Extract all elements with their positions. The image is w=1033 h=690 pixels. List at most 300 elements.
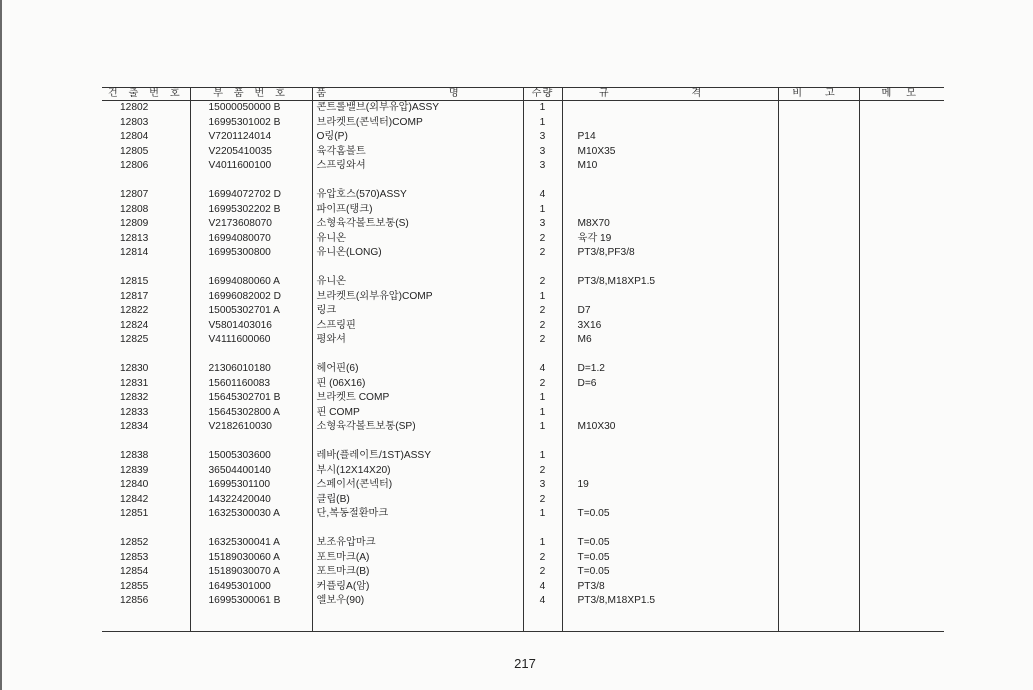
remark-cell bbox=[778, 478, 859, 493]
empty-cell bbox=[778, 174, 859, 189]
spec-cell bbox=[562, 406, 778, 421]
empty-cell bbox=[523, 522, 562, 537]
table-row bbox=[102, 536, 944, 551]
spec-cell: D7 bbox=[562, 304, 778, 319]
table-row bbox=[102, 478, 944, 493]
part-no-cell: 16995300800 bbox=[190, 246, 312, 261]
table-row bbox=[102, 188, 944, 203]
spacer-row bbox=[102, 609, 944, 632]
table-row bbox=[102, 580, 944, 595]
empty-cell bbox=[190, 609, 312, 632]
empty-cell bbox=[778, 435, 859, 450]
empty-cell bbox=[102, 435, 190, 450]
empty-cell bbox=[190, 261, 312, 276]
table-row bbox=[102, 232, 944, 247]
spec-cell: PT3/8 bbox=[562, 580, 778, 595]
memo-cell bbox=[859, 493, 944, 508]
qty-cell: 3 bbox=[523, 217, 562, 232]
spec-cell: PT3/8,PF3/8 bbox=[562, 246, 778, 261]
spec-cell bbox=[562, 101, 778, 116]
part-no-cell: V5801403016 bbox=[190, 319, 312, 334]
part-no-cell: V4011600100 bbox=[190, 159, 312, 174]
part-name-cell: 클립(B) bbox=[312, 493, 523, 508]
spacer-row bbox=[102, 348, 944, 363]
remark-cell bbox=[778, 290, 859, 305]
table-row bbox=[102, 159, 944, 174]
table-row bbox=[102, 362, 944, 377]
page-edge bbox=[0, 0, 2, 690]
spec-cell bbox=[562, 391, 778, 406]
spec-cell bbox=[562, 188, 778, 203]
memo-cell bbox=[859, 304, 944, 319]
empty-cell bbox=[190, 348, 312, 363]
part-no-cell: 15005302701 A bbox=[190, 304, 312, 319]
part-name-cell: 보조유압마크 bbox=[312, 536, 523, 551]
empty-cell bbox=[859, 609, 944, 632]
part-name-cell: 브라켓트 COMP bbox=[312, 391, 523, 406]
remark-cell bbox=[778, 333, 859, 348]
remark-cell bbox=[778, 391, 859, 406]
memo-cell bbox=[859, 101, 944, 116]
remark-cell bbox=[778, 536, 859, 551]
memo-cell bbox=[859, 536, 944, 551]
part-name-cell: 브라켓트(외부유압)COMP bbox=[312, 290, 523, 305]
part-name-cell: 포트마크(B) bbox=[312, 565, 523, 580]
qty-cell: 3 bbox=[523, 478, 562, 493]
header-ref-no: 건 출 번 호 bbox=[102, 88, 190, 101]
remark-cell bbox=[778, 130, 859, 145]
empty-cell bbox=[523, 348, 562, 363]
empty-cell bbox=[523, 261, 562, 276]
table-row bbox=[102, 333, 944, 348]
part-no-cell: 16995302202 B bbox=[190, 203, 312, 218]
spec-cell: D=1.2 bbox=[562, 362, 778, 377]
empty-cell bbox=[562, 261, 778, 276]
part-name-cell: 스프링와셔 bbox=[312, 159, 523, 174]
part-name-cell: 포트마크(A) bbox=[312, 551, 523, 566]
part-name-cell: 평와셔 bbox=[312, 333, 523, 348]
memo-cell bbox=[859, 275, 944, 290]
header-qty: 수량 bbox=[523, 88, 562, 101]
ref-no-cell: 12804 bbox=[120, 131, 149, 143]
part-name-cell: 링크 bbox=[312, 304, 523, 319]
qty-cell: 2 bbox=[523, 246, 562, 261]
empty-cell bbox=[190, 522, 312, 537]
ref-no-cell: 12853 bbox=[120, 551, 149, 563]
spec-cell: T=0.05 bbox=[562, 507, 778, 522]
part-no-cell: 16995301002 B bbox=[190, 116, 312, 131]
part-name-cell: 소형육각볼트보통(SP) bbox=[312, 420, 523, 435]
qty-cell: 2 bbox=[523, 565, 562, 580]
part-no-cell: 15189030070 A bbox=[190, 565, 312, 580]
part-name-cell: 헤어핀(6) bbox=[312, 362, 523, 377]
qty-cell: 2 bbox=[523, 551, 562, 566]
memo-cell bbox=[859, 116, 944, 131]
part-no-cell: 15601160083 bbox=[190, 377, 312, 392]
empty-cell bbox=[102, 348, 190, 363]
table-row bbox=[102, 130, 944, 145]
empty-cell bbox=[778, 261, 859, 276]
empty-cell bbox=[102, 174, 190, 189]
empty-cell bbox=[562, 522, 778, 537]
remark-cell bbox=[778, 217, 859, 232]
memo-cell bbox=[859, 507, 944, 522]
empty-cell bbox=[859, 348, 944, 363]
part-no-cell: 16994080060 A bbox=[190, 275, 312, 290]
qty-cell: 3 bbox=[523, 159, 562, 174]
part-no-cell: V7201124014 bbox=[190, 130, 312, 145]
ref-no-cell: 12817 bbox=[120, 290, 149, 302]
table-row bbox=[102, 565, 944, 580]
spec-cell: M8X70 bbox=[562, 217, 778, 232]
part-no-cell: 21306010180 bbox=[190, 362, 312, 377]
memo-cell bbox=[859, 333, 944, 348]
part-name-cell: 육각홈볼트 bbox=[312, 145, 523, 160]
ref-no-cell: 12831 bbox=[120, 377, 149, 389]
part-no-cell: 15645302701 B bbox=[190, 391, 312, 406]
table-row bbox=[102, 377, 944, 392]
part-name-cell: 핀 (06X16) bbox=[312, 377, 523, 392]
empty-cell bbox=[523, 609, 562, 632]
part-no-cell: V2182610030 bbox=[190, 420, 312, 435]
part-no-cell: 15005303600 bbox=[190, 449, 312, 464]
qty-cell: 4 bbox=[523, 594, 562, 609]
memo-cell bbox=[859, 464, 944, 479]
empty-cell bbox=[562, 348, 778, 363]
memo-cell bbox=[859, 551, 944, 566]
memo-cell bbox=[859, 377, 944, 392]
qty-cell: 1 bbox=[523, 420, 562, 435]
header-spec: 규 격 bbox=[562, 88, 778, 101]
table-row bbox=[102, 449, 944, 464]
part-no-cell: V4111600060 bbox=[190, 333, 312, 348]
table-row bbox=[102, 594, 944, 609]
empty-cell bbox=[190, 174, 312, 189]
ref-no-cell: 12855 bbox=[120, 580, 149, 592]
empty-cell bbox=[312, 609, 523, 632]
spacer-row bbox=[102, 435, 944, 450]
empty-cell bbox=[562, 435, 778, 450]
header-memo: 메 모 bbox=[859, 88, 944, 101]
ref-no-cell: 12808 bbox=[120, 203, 149, 215]
ref-no-cell: 12809 bbox=[120, 218, 149, 230]
part-name-cell: 유니온 bbox=[312, 275, 523, 290]
memo-cell bbox=[859, 188, 944, 203]
qty-cell: 1 bbox=[523, 391, 562, 406]
ref-no-cell: 12802 bbox=[120, 102, 149, 114]
remark-cell bbox=[778, 159, 859, 174]
spec-cell: T=0.05 bbox=[562, 536, 778, 551]
table-row bbox=[102, 275, 944, 290]
remark-cell bbox=[778, 594, 859, 609]
ref-no-cell: 12822 bbox=[120, 305, 149, 317]
parts-table bbox=[102, 87, 944, 632]
table-row bbox=[102, 319, 944, 334]
remark-cell bbox=[778, 304, 859, 319]
qty-cell: 4 bbox=[523, 580, 562, 595]
part-no-cell: 16325300030 A bbox=[190, 507, 312, 522]
qty-cell: 4 bbox=[523, 188, 562, 203]
memo-cell bbox=[859, 391, 944, 406]
remark-cell bbox=[778, 145, 859, 160]
table-header-row bbox=[102, 88, 944, 101]
memo-cell bbox=[859, 130, 944, 145]
part-name-cell: 유니온 bbox=[312, 232, 523, 247]
table-row bbox=[102, 551, 944, 566]
header-remark: 비 고 bbox=[778, 88, 859, 101]
empty-cell bbox=[102, 609, 190, 632]
part-no-cell: 16994072702 D bbox=[190, 188, 312, 203]
table-body bbox=[102, 101, 944, 632]
table-row bbox=[102, 391, 944, 406]
part-no-cell: 16995301100 bbox=[190, 478, 312, 493]
header-part-no: 부 품 번 호 bbox=[190, 88, 312, 101]
spec-cell: 19 bbox=[562, 478, 778, 493]
part-name-cell: 스페이서(콘넥터) bbox=[312, 478, 523, 493]
remark-cell bbox=[778, 246, 859, 261]
memo-cell bbox=[859, 246, 944, 261]
remark-cell bbox=[778, 449, 859, 464]
remark-cell bbox=[778, 275, 859, 290]
empty-cell bbox=[312, 435, 523, 450]
part-name-cell: O링(P) bbox=[312, 130, 523, 145]
remark-cell bbox=[778, 507, 859, 522]
part-name-cell: 레바(플레이트/1ST)ASSY bbox=[312, 449, 523, 464]
table-row bbox=[102, 101, 944, 116]
part-no-cell: 15645302800 A bbox=[190, 406, 312, 421]
empty-cell bbox=[778, 522, 859, 537]
memo-cell bbox=[859, 420, 944, 435]
empty-cell bbox=[523, 174, 562, 189]
part-no-cell: 36504400140 bbox=[190, 464, 312, 479]
part-name-cell: 엘보우(90) bbox=[312, 594, 523, 609]
ref-no-cell: 12805 bbox=[120, 145, 149, 157]
empty-cell bbox=[312, 348, 523, 363]
qty-cell: 2 bbox=[523, 333, 562, 348]
ref-no-cell: 12830 bbox=[120, 363, 149, 375]
spec-cell: M10 bbox=[562, 159, 778, 174]
qty-cell: 2 bbox=[523, 493, 562, 508]
ref-no-cell: 12814 bbox=[120, 247, 149, 259]
spec-cell bbox=[562, 449, 778, 464]
ref-no-cell: 12813 bbox=[120, 232, 149, 244]
page-number: 217 bbox=[514, 656, 536, 671]
remark-cell bbox=[778, 232, 859, 247]
ref-no-cell: 12840 bbox=[120, 479, 149, 491]
qty-cell: 2 bbox=[523, 377, 562, 392]
remark-cell bbox=[778, 565, 859, 580]
memo-cell bbox=[859, 145, 944, 160]
spec-cell: D=6 bbox=[562, 377, 778, 392]
qty-cell: 2 bbox=[523, 319, 562, 334]
part-no-cell: 15000050000 B bbox=[190, 101, 312, 116]
part-no-cell: V2173608070 bbox=[190, 217, 312, 232]
remark-cell bbox=[778, 580, 859, 595]
part-no-cell: 16495301000 bbox=[190, 580, 312, 595]
spec-cell: PT3/8,M18XP1.5 bbox=[562, 275, 778, 290]
spec-cell bbox=[562, 116, 778, 131]
qty-cell: 1 bbox=[523, 536, 562, 551]
part-no-cell: 16996082002 D bbox=[190, 290, 312, 305]
part-no-cell: 16325300041 A bbox=[190, 536, 312, 551]
spec-cell: M10X30 bbox=[562, 420, 778, 435]
table-row bbox=[102, 406, 944, 421]
empty-cell bbox=[778, 348, 859, 363]
bleed-through-text bbox=[96, 650, 103, 676]
memo-cell bbox=[859, 565, 944, 580]
qty-cell: 4 bbox=[523, 362, 562, 377]
empty-cell bbox=[859, 435, 944, 450]
memo-cell bbox=[859, 217, 944, 232]
table-row bbox=[102, 507, 944, 522]
part-no-cell: 15189030060 A bbox=[190, 551, 312, 566]
table-row bbox=[102, 217, 944, 232]
qty-cell: 1 bbox=[523, 406, 562, 421]
remark-cell bbox=[778, 319, 859, 334]
part-no-cell: 16994080070 bbox=[190, 232, 312, 247]
empty-cell bbox=[859, 522, 944, 537]
ref-no-cell: 12825 bbox=[120, 334, 149, 346]
memo-cell bbox=[859, 159, 944, 174]
memo-cell bbox=[859, 580, 944, 595]
ref-no-cell: 12842 bbox=[120, 493, 149, 505]
part-name-cell: 브라켓트(콘넥터)COMP bbox=[312, 116, 523, 131]
part-name-cell: 스프링핀 bbox=[312, 319, 523, 334]
ref-no-cell: 12806 bbox=[120, 160, 149, 172]
table-row bbox=[102, 116, 944, 131]
remark-cell bbox=[778, 188, 859, 203]
table-row bbox=[102, 493, 944, 508]
spacer-row bbox=[102, 522, 944, 537]
memo-cell bbox=[859, 594, 944, 609]
ref-no-cell: 12824 bbox=[120, 319, 149, 331]
ref-no-cell: 12803 bbox=[120, 116, 149, 128]
part-name-cell: 커플링A(암) bbox=[312, 580, 523, 595]
empty-cell bbox=[312, 522, 523, 537]
empty-cell bbox=[859, 174, 944, 189]
spec-cell bbox=[562, 290, 778, 305]
qty-cell: 1 bbox=[523, 101, 562, 116]
empty-cell bbox=[102, 261, 190, 276]
empty-cell bbox=[523, 435, 562, 450]
empty-cell bbox=[562, 174, 778, 189]
remark-cell bbox=[778, 362, 859, 377]
ref-no-cell: 12854 bbox=[120, 566, 149, 578]
part-name-cell: 단,복동절환마크 bbox=[312, 507, 523, 522]
empty-cell bbox=[312, 174, 523, 189]
qty-cell: 2 bbox=[523, 232, 562, 247]
table-row bbox=[102, 464, 944, 479]
qty-cell: 3 bbox=[523, 145, 562, 160]
ref-no-cell: 12838 bbox=[120, 450, 149, 462]
spec-cell: PT3/8,M18XP1.5 bbox=[562, 594, 778, 609]
spacer-row bbox=[102, 261, 944, 276]
spec-cell: M6 bbox=[562, 333, 778, 348]
spec-cell bbox=[562, 493, 778, 508]
empty-cell bbox=[190, 435, 312, 450]
ref-no-cell: 12807 bbox=[120, 189, 149, 201]
ref-no-cell: 12852 bbox=[120, 537, 149, 549]
header-name: 품 명 bbox=[312, 88, 523, 101]
remark-cell bbox=[778, 203, 859, 218]
ref-no-cell: 12834 bbox=[120, 421, 149, 433]
table-row bbox=[102, 203, 944, 218]
spec-cell: T=0.05 bbox=[562, 551, 778, 566]
part-name-cell: 핀 COMP bbox=[312, 406, 523, 421]
ref-no-cell: 12832 bbox=[120, 392, 149, 404]
remark-cell bbox=[778, 493, 859, 508]
spacer-row bbox=[102, 174, 944, 189]
remark-cell bbox=[778, 377, 859, 392]
empty-cell bbox=[778, 609, 859, 632]
remark-cell bbox=[778, 464, 859, 479]
qty-cell: 2 bbox=[523, 464, 562, 479]
qty-cell: 1 bbox=[523, 290, 562, 305]
spec-cell: 육각 19 bbox=[562, 232, 778, 247]
memo-cell bbox=[859, 232, 944, 247]
spec-cell: P14 bbox=[562, 130, 778, 145]
empty-cell bbox=[859, 261, 944, 276]
memo-cell bbox=[859, 406, 944, 421]
empty-cell bbox=[102, 522, 190, 537]
spec-cell bbox=[562, 464, 778, 479]
qty-cell: 2 bbox=[523, 304, 562, 319]
ref-no-cell: 12856 bbox=[120, 595, 149, 607]
memo-cell bbox=[859, 203, 944, 218]
part-name-cell: 유니온(LONG) bbox=[312, 246, 523, 261]
ref-no-cell: 12815 bbox=[120, 276, 149, 288]
part-name-cell: 파이프(탱크) bbox=[312, 203, 523, 218]
memo-cell bbox=[859, 478, 944, 493]
memo-cell bbox=[859, 449, 944, 464]
table-row bbox=[102, 304, 944, 319]
part-name-cell: 소형육각볼트보통(S) bbox=[312, 217, 523, 232]
part-no-cell: V2205410035 bbox=[190, 145, 312, 160]
ref-no-cell: 12839 bbox=[120, 464, 149, 476]
empty-cell bbox=[562, 609, 778, 632]
qty-cell: 3 bbox=[523, 130, 562, 145]
table-row bbox=[102, 290, 944, 305]
part-name-cell: 콘트롤밸브(외부유압)ASSY bbox=[312, 101, 523, 116]
part-no-cell: 16995300061 B bbox=[190, 594, 312, 609]
qty-cell: 2 bbox=[523, 275, 562, 290]
spec-cell: M10X35 bbox=[562, 145, 778, 160]
remark-cell bbox=[778, 420, 859, 435]
remark-cell bbox=[778, 116, 859, 131]
part-no-cell: 14322420040 bbox=[190, 493, 312, 508]
part-name-cell: 부시(12X14X20) bbox=[312, 464, 523, 479]
qty-cell: 1 bbox=[523, 449, 562, 464]
table-row bbox=[102, 145, 944, 160]
qty-cell: 1 bbox=[523, 507, 562, 522]
remark-cell bbox=[778, 101, 859, 116]
memo-cell bbox=[859, 362, 944, 377]
remark-cell bbox=[778, 406, 859, 421]
spec-cell: T=0.05 bbox=[562, 565, 778, 580]
empty-cell bbox=[312, 261, 523, 276]
remark-cell bbox=[778, 551, 859, 566]
memo-cell bbox=[859, 290, 944, 305]
qty-cell: 1 bbox=[523, 116, 562, 131]
memo-cell bbox=[859, 319, 944, 334]
part-name-cell: 유압호스(570)ASSY bbox=[312, 188, 523, 203]
table-row bbox=[102, 420, 944, 435]
table-row bbox=[102, 246, 944, 261]
ref-no-cell: 12851 bbox=[120, 508, 149, 520]
qty-cell: 1 bbox=[523, 203, 562, 218]
spec-cell: 3X16 bbox=[562, 319, 778, 334]
ref-no-cell: 12833 bbox=[120, 406, 149, 418]
